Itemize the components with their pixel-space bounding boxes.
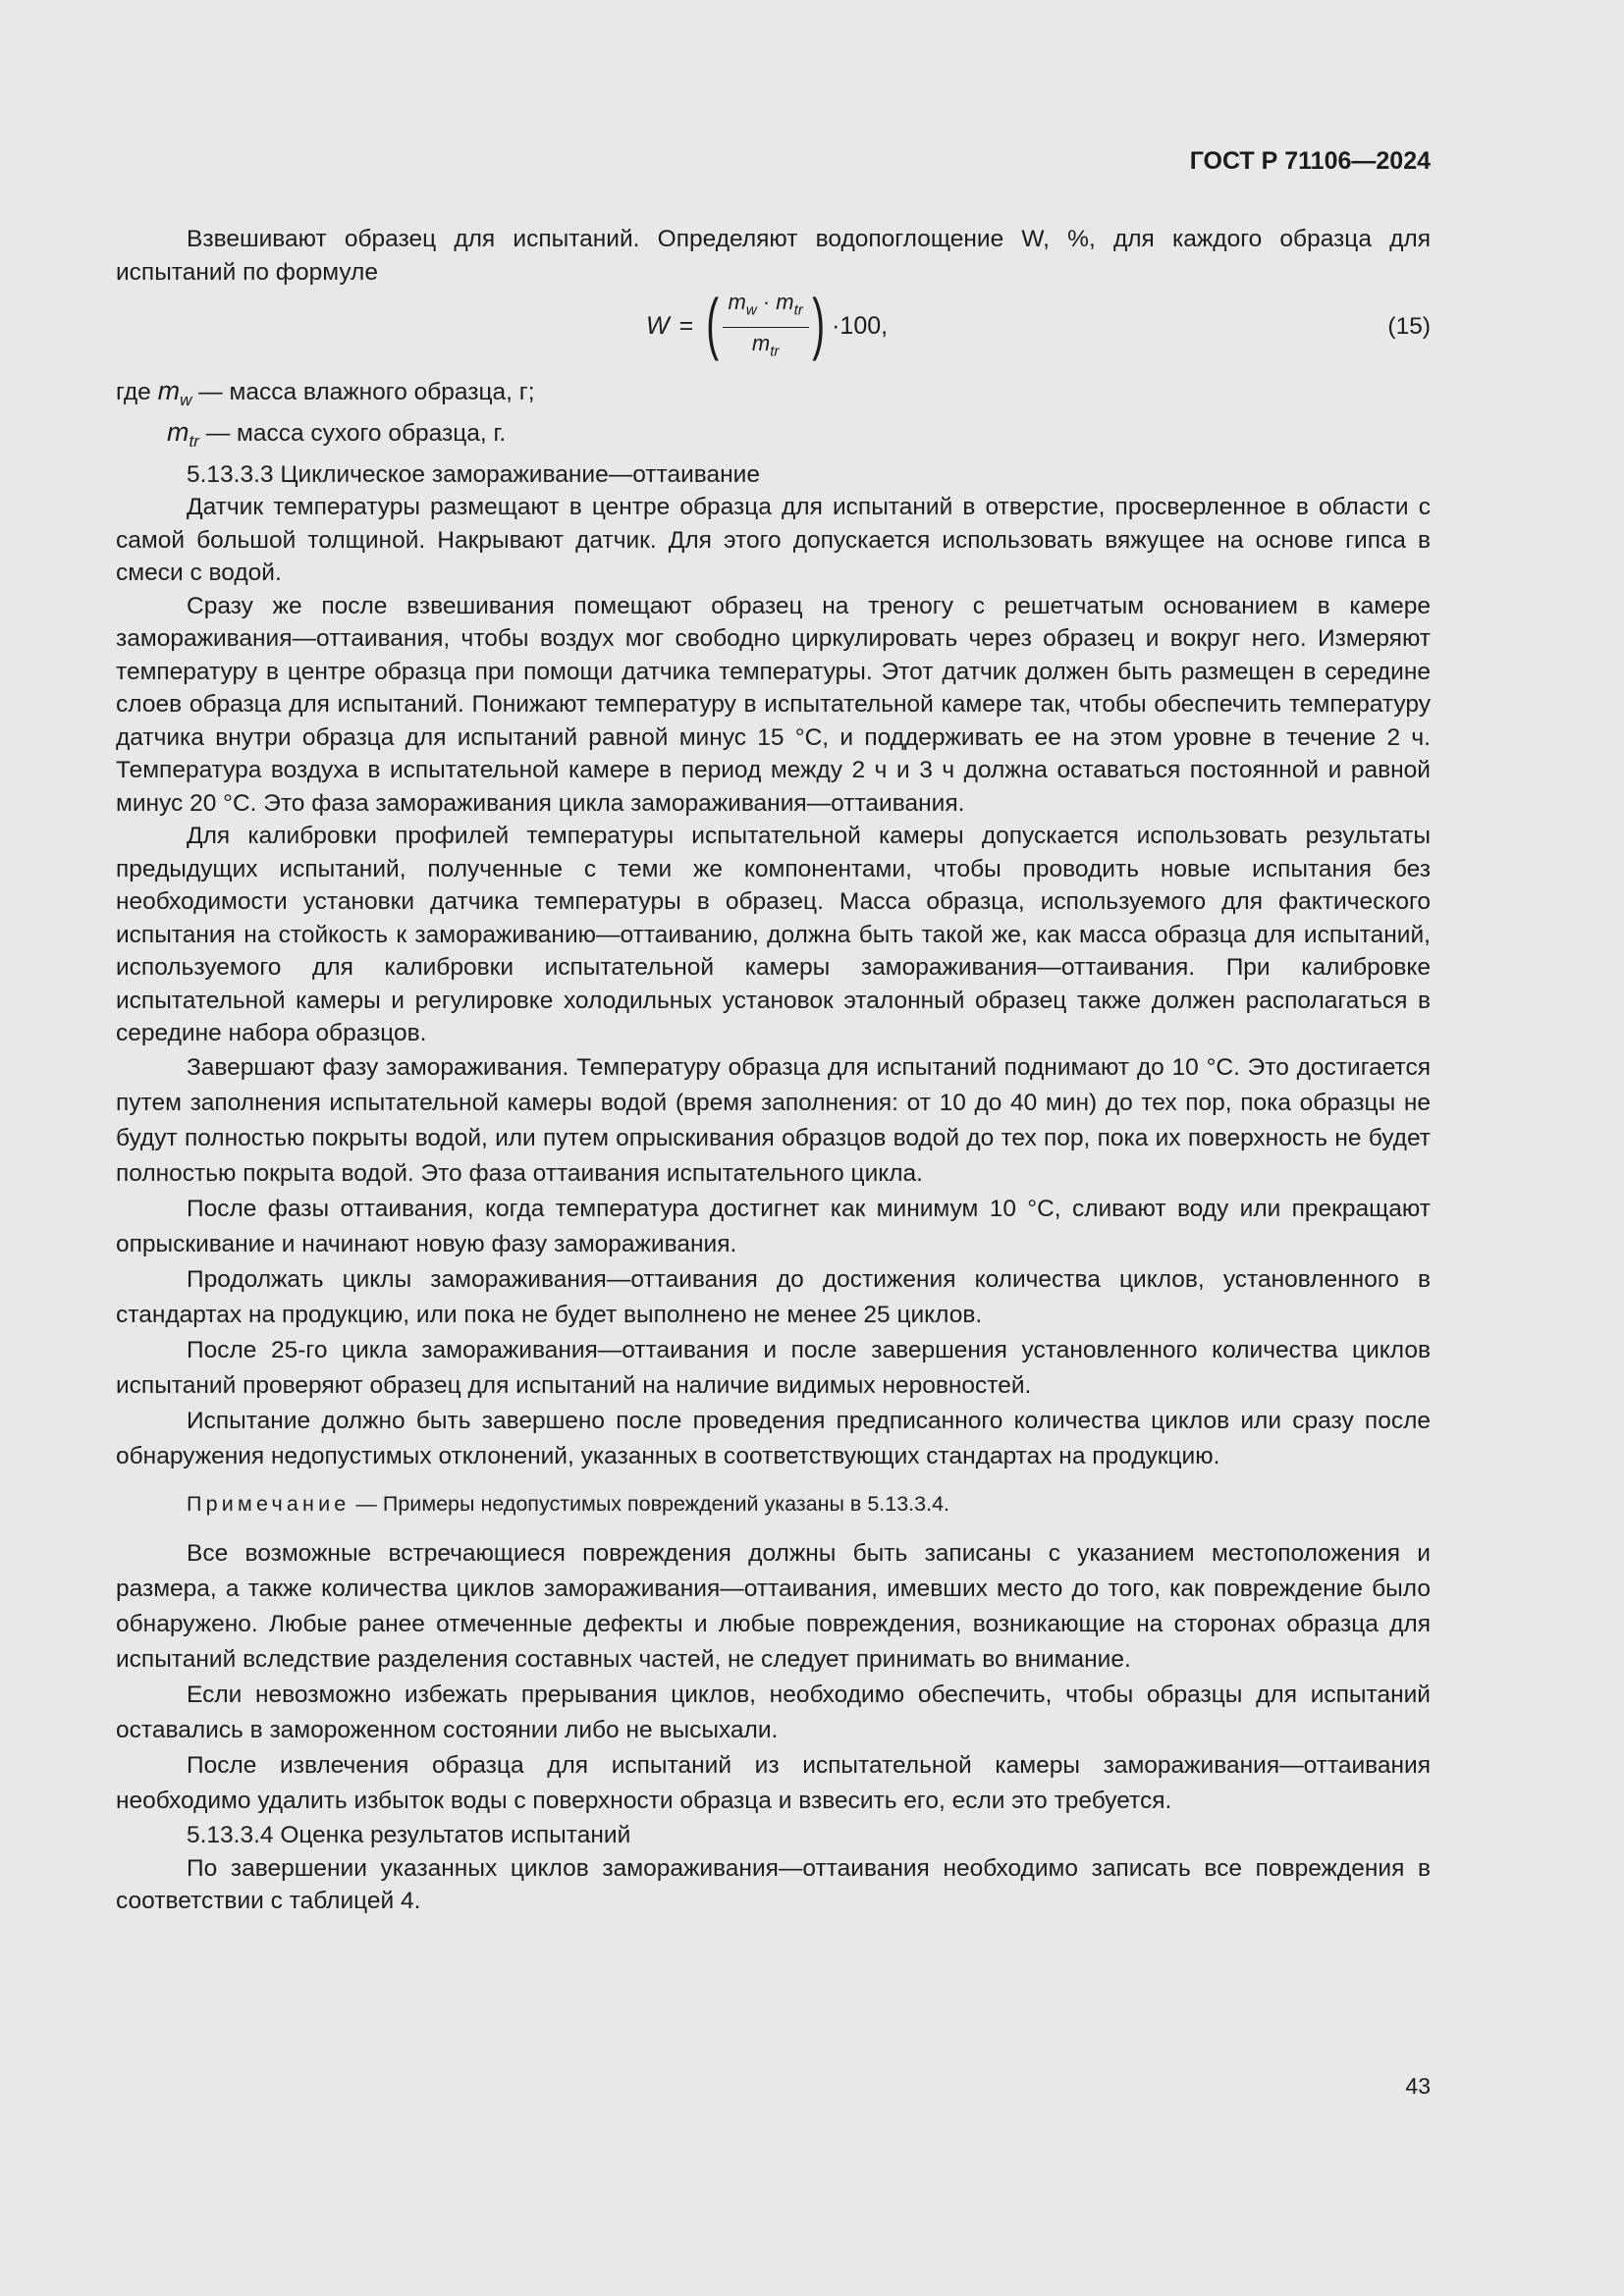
note-label: Примечание (187, 1491, 351, 1516)
den-mtr-subscript: tr (770, 342, 780, 359)
where-line-2 (116, 416, 1431, 457)
formula-multiplier: ·100, (832, 312, 889, 341)
paragraph-5: После фазы оттаивания, когда температура достигнет как минимум 10 °С, сливают воду или прекращают опрыскивание и начинают новую фазу замораживания. (116, 1195, 1431, 1257)
close-paren: ) (812, 285, 825, 361)
paragraph-6: Продолжать циклы замораживания—оттаивания до достижения количества циклов, установленного в стандартах на продукцию, или пока не будет выполнено не менее 25 циклов. (116, 1265, 1431, 1328)
paragraph-8: Испытание должно быть завершено после проведения предписанного количества циклов или сразу после обнаружения недопустимых отклонений, указанных в соответствующих стандартах на продукцию. (116, 1407, 1431, 1469)
formula-row (116, 285, 1431, 365)
section-heading-5-13-3-3: 5.13.3.3 Циклическое замораживание—оттаивание (187, 460, 760, 488)
num-mtr-symbol: m (776, 290, 794, 315)
paragraph-3: Для калибровки профилей температуры испытательной камеры допускается использовать результаты предыдущих испытаний, полученные с теми же компонентами, чтобы проводить новые испытания без необходимости установки датчика температуры в образец. Масса образца, используемого для фактического испытания на стойкость к замораживанию—оттаиванию, должна быть такой же, как масса образца для испытаний, используемого для калибровки испытательной камеры замораживания—оттаивания. При калибровке испытательной камеры и регулировке холодильных установок эталонный образец также должен располагаться в середине набора образцов. (116, 823, 1431, 1047)
var-mw-description: — масса влажного образца, г; (191, 379, 535, 405)
intro-paragraph: Взвешивают образец для испытаний. Определяют водопоглощение W, %, для каждого образца для испытаний по формуле (116, 226, 1431, 286)
note (116, 1488, 1431, 1522)
var-mtr-symbol: m (167, 417, 189, 448)
num-mtr-subscript: tr (793, 301, 803, 319)
paragraph-4: Завершают фазу замораживания. Температуру образца для испытаний поднимают до 10 °С. Это достигается путем заполнения испытательной камеры водой (время заполнения: от 10 до 40 мин) до тех пор, пока образцы не будут полностью покрыты водой, или путем опрыскивания образцов водой до тех пор, пока их поверхность не будет полностью покрыта водой. Это фаза оттаивания испытательного цикла. (116, 1053, 1431, 1187)
section-heading-5-13-3-4: 5.13.3.4 Оценка результатов испытаний (187, 1822, 631, 1849)
num-mw-symbol: m (728, 290, 746, 315)
open-paren: ( (706, 285, 720, 361)
paragraph-1: Датчик температуры размещают в центре образца для испытаний в отверстие, просверленное в области с самой большой толщиной. Накрывают датчик. Для этого допускается использовать вяжущее на основе гипса в смеси с водой. (116, 494, 1431, 587)
paragraph-11: После извлечения образца для испытаний из испытательной камеры замораживания—оттаивания необходимо удалить избыток воды с поверхности образца и взвесить его, если это требуется. (116, 1752, 1431, 1815)
note-text: — Примеры недопустимых повреждений указаны в 5.13.3.4. (350, 1491, 949, 1516)
fraction-numerator (723, 289, 809, 327)
fraction-denominator (746, 328, 785, 365)
formula-15 (646, 285, 889, 365)
num-mw-subscript: w (745, 301, 757, 319)
where-prefix: где (116, 379, 158, 405)
where-line-1 (116, 375, 1431, 416)
paragraph-10: Если невозможно избежать прерывания циклов, необходимо обеспечить, чтобы образцы для испытаний оставались в замороженном состоянии либо не высыхали. (116, 1682, 1431, 1744)
den-mtr-symbol: m (751, 330, 771, 355)
equation-number: (15) (1387, 313, 1431, 340)
paragraph-7: После 25-го цикла замораживания—оттаивания и после завершения установленного количества циклов испытаний проверяют образец для испытаний на наличие видимых неровностей. (116, 1336, 1431, 1399)
page-number: 43 (1405, 2073, 1431, 2099)
var-mtr-description: — масса сухого образца, г. (198, 420, 507, 448)
paragraph-12: По завершении указанных циклов замораживания—оттаивания необходимо записать все повреждения в соответствии с таблицей 4. (116, 1854, 1431, 1915)
var-mtr-subscript: tr (189, 432, 199, 452)
paragraph-2: Сразу же после взвешивания помещают образец на треногу с решетчатым основанием в камере замораживания—оттаивания, чтобы воздух мог свободно циркулировать через образец и вокруг него. Измеряют температуру в центре образца при помощи датчика температуры. Этот датчик должен быть размещен в середине слоев образца для испытаний. Понижают температуру в испытательной камере так, чтобы обеспечить температуру датчика внутри образца для испытаний равной минус 15 °С, и поддерживать ее на этом уровне в течение 2 ч. Температура воздуха в испытательной камере в период между 2 ч и 3 ч должна оставаться постоянной и равной минус 20 °С. Это фаза замораживания цикла замораживания—оттаивания. (116, 592, 1431, 817)
standard-designation: ГОСТ Р 71106—2024 (1189, 147, 1431, 175)
num-operator: · (762, 290, 771, 315)
var-mw-symbol: m (157, 376, 181, 405)
page-body (116, 223, 1431, 1918)
formula-lhs: W (646, 312, 670, 341)
formula-fraction (723, 289, 809, 365)
var-mw-subscript: w (180, 390, 192, 409)
paragraph-9: Все возможные встречающиеся повреждения должны быть записаны с указанием местоположения и размера, а также количества циклов замораживания—оттаивания, имевших место до того, как повреждение было обнаружено. Любые ранее отмеченные дефекты и любые повреждения, возникающие на сторонах образца для испытаний вследствие разделения составных частей, не следует принимать во внимание. (116, 1540, 1431, 1674)
formula-equals: = (678, 312, 694, 341)
